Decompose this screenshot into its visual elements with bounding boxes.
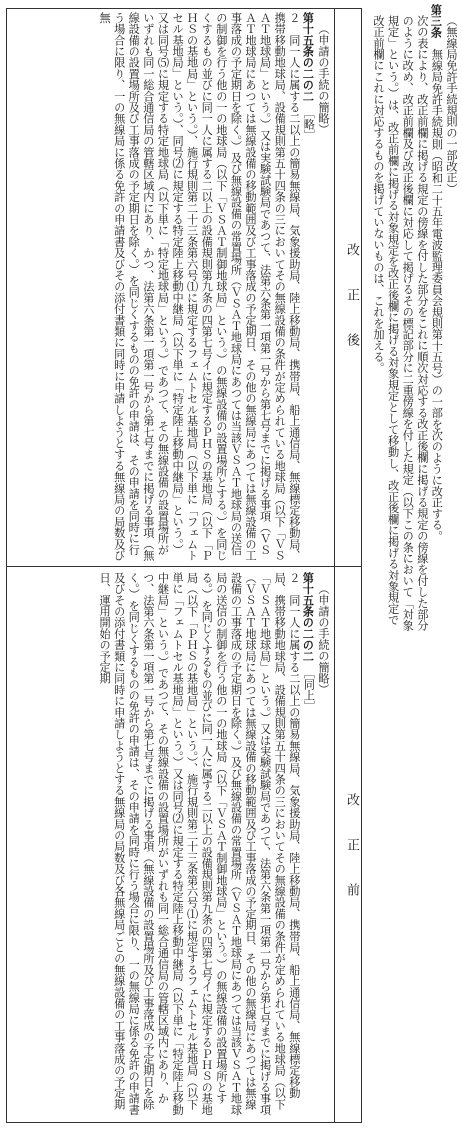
table-right-rule — [361, 8, 362, 1123]
header-before: 改正前 — [344, 792, 359, 928]
intro-paragraph: 次の表により、改正前欄に掲げる規定の傍線を付した部分をこれに順次対応する改正後欄に掲げる規定の傍線を付した部分のように改め、改正前欄及び改正後欄に対応して掲げるその標記部分に二重傍線を付した規定（以下この条において「対象規定」という。）は、改正前欄に掲げる対象規定を改正後欄に掲げる対象規定として移動し、改正後欄に掲げる対象規定で改正前欄にこれに対応するものを掲げていないものは、これを加える。 — [372, 15, 429, 632]
column-before — [10, 572, 330, 1120]
before-paragraph-2 — [97, 572, 301, 1120]
intro-article — [429, 4, 444, 634]
before-p2-text: 同一人に属する二以上の簡易無線局、気象援助局、陸上移動局、携帯局、船上通信局、無線標定移動局、携帯移動地球局、設備規則第五十四条の三においてその無線設備の条件が定められている地球局（以下「ＶＳＡＴ地球局」という。）又は実験試験局であつて、法第六条第一項第一号から第七号までに掲げる事項（ＶＳＡＴ地球局にあつては無線設備の移動範囲及び工事落成の予定期日、その他の無線局にあつては無線設備の工事落成の予定期日を除く。）及び無線設備の常置場所（ＶＳＡＴ地球局にあつては当該ＶＳＡＴ地球局の送信の制御を行う他の一の地球局（以下「ＶＳＡＴ制御地球局」という。）の無線設備の設置場所とする。）を同じくするもの並びに同一人に属する二以上の設備規則第九条の四第七号イに規定するＰＨＳの基地局（以下「ＰＨＳの基地局」という。）、施行規則第二十三条第六号⑴に規定するフェムトセル基地局（以下単に「フェムトセル基地局」という。）又は同号⑵に規定する特定陸上移動中継局（以下単に「特定陸上移動中継局」という。）であつて、その無線設備の設置場所がいずれも同一総合通信局の管轄区域内にあり、かつ、法第六条第一項第一号から第七号までに掲げる事項（無線設備の設置場所及び工事落成の予定期日を除く。）を同じくするものの免許の申請は、その申請を同時に行う場合に限り、一の無線局に係る免許の申請書及びその添付書類に同時に申請しようとする無線局の局数及び各無線局ごとの無線設備の工事落成の予定期日、運用開始の予定期 — [98, 572, 301, 1116]
table-top-rule — [6, 8, 362, 9]
article-label: 第三条 — [429, 4, 444, 38]
table-left-rule — [6, 8, 7, 1123]
after-omitted: ［略］ — [302, 112, 316, 141]
after-article: 第十五条の二の二 — [301, 12, 316, 102]
after-caption: （申請の手続の簡略） — [317, 23, 330, 136]
after-article-line — [301, 12, 316, 562]
before-article-line — [301, 572, 316, 1120]
table-middle-rule — [6, 566, 362, 567]
table-bottom-rule — [6, 1122, 362, 1123]
header-after: 改正後 — [344, 242, 359, 378]
intro-block — [372, 4, 458, 634]
intro-heading: （無線局免許手続規則の一部改正） — [445, 15, 458, 195]
after-p2-text: 同一人に属する二以上の簡易無線局、気象援助局、陸上移動局、携帯局、船上通信局、無線標定移動局、携帯移動地球局、設備規則第五十四条の三においてその無線設備の条件が定められている地球局（以下「ＶＳＡＴ地球局」という。）又は実験試験局であつて、法第六条第一項第一号から第七号までに掲げる事項（ＶＳＡＴ地球局にあつては無線設備の移動範囲及び工事落成の予定期日、その他の無線局にあつては無線設備の工事落成の予定期日を除く。）及び無線設備の常置場所（ＶＳＡＴ地球局にあつては当該ＶＳＡＴ地球局の送信の制御を行う他の一の地球局（以下「ＶＳＡＴ制御地球局」という。）の無線設備の設置場所とする。）を同じくするもの並びに同一人に属する二以上の設備規則第九条の四第七号イに規定するＰＨＳの基地局（以下「ＰＨＳの基地局」という。）、施行規則第二十三条第六号⑴に規定するフェムトセル基地局（以下単に「フェムトセル基地局」という。）、同号⑵に規定する特定陸上移動中継局（以下単に「特定陸上移動中継局」という。）又は同号⑸に規定する特定地球局（以下単に「特定地球局」という。）であつて、その無線設備の設置場所がいずれも同一総合通信局の管轄区域内にあり、かつ、法第六条第一項第一号から第七号までに掲げる事項（無線設備の設置場所及び工事落成の予定期日を除く。）を同じくするものの免許の申請は、その申請を同時に行う場合に限り、一の無線局に係る免許の申請書及びその添付書類に同時に申請しようとする無線局の局数及び無 — [98, 12, 301, 561]
column-after — [10, 12, 330, 562]
after-p2-number: ２ — [287, 12, 301, 24]
article-text: 無線局免許手続規則（昭和二十五年電波監理委員会規則第十五号）の一部を次のように改正する。 — [430, 48, 444, 542]
before-omitted: ［同上］ — [302, 672, 316, 713]
before-caption: （申請の手続の簡略） — [317, 583, 330, 696]
before-p2-number: ２ — [287, 572, 301, 584]
before-article: 第十五条の二の二 — [301, 572, 316, 662]
after-paragraph-2 — [97, 12, 301, 562]
